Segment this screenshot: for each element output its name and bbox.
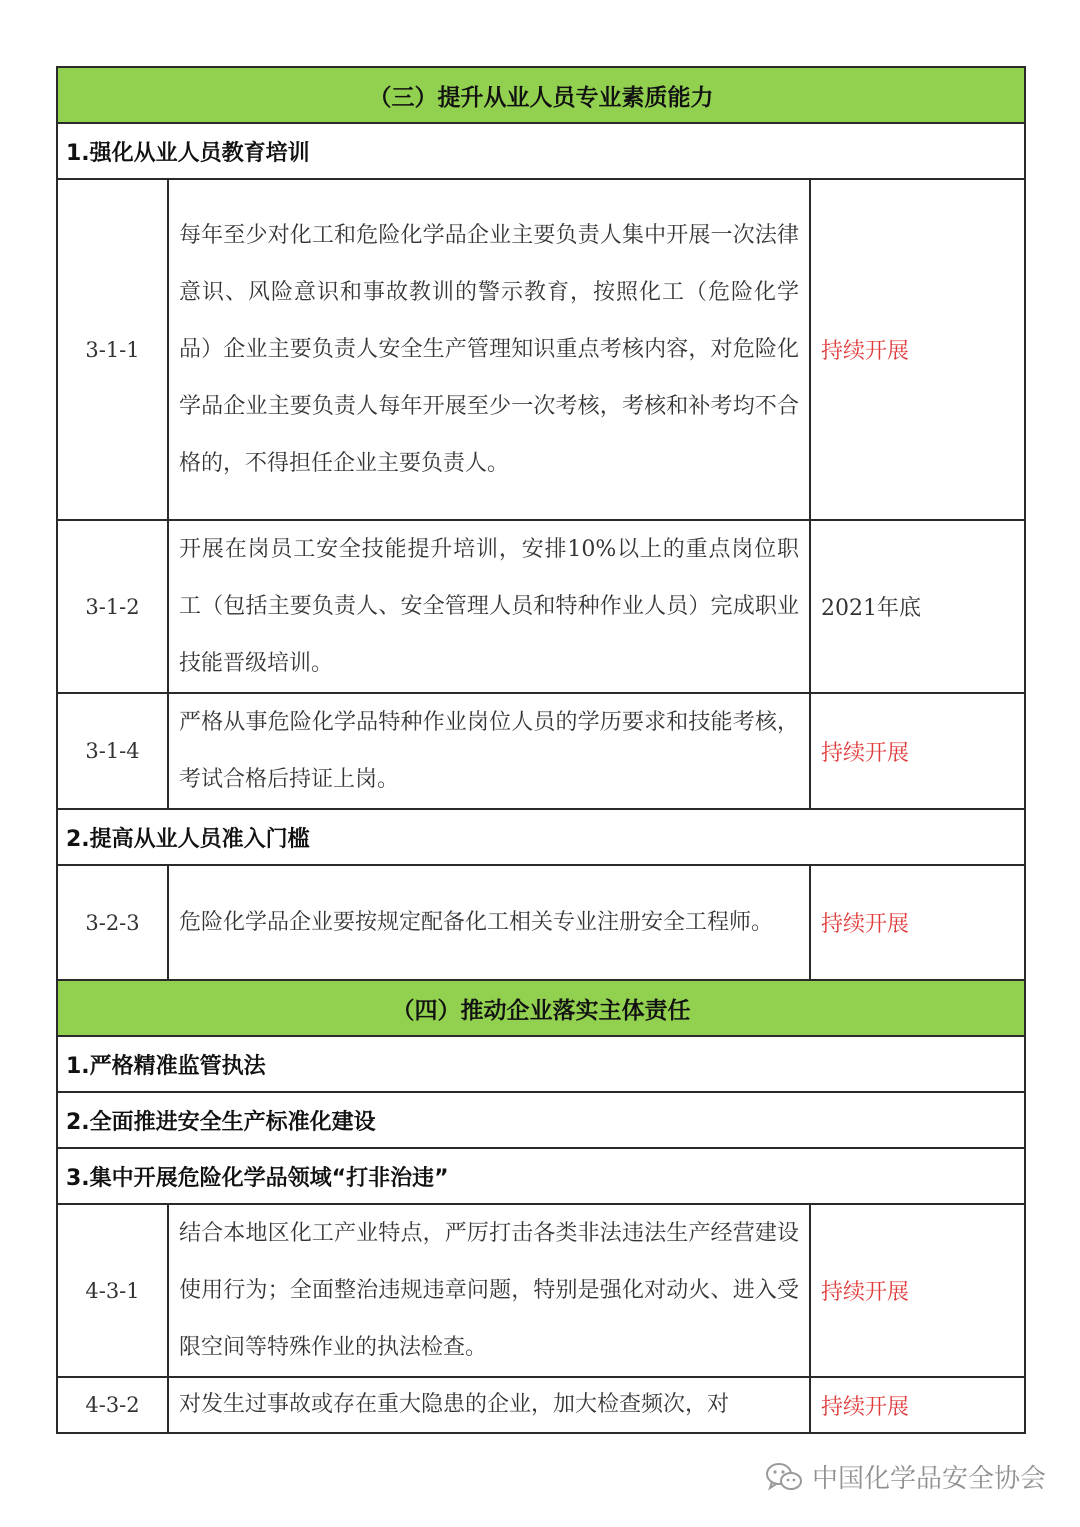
task-id: 3-1-1 [57,179,168,520]
wechat-icon [764,1461,804,1493]
task-table [56,66,1026,1434]
task-content: 危险化学品企业要按规定配备化工相关专业注册安全工程师。 [168,865,810,980]
table-row [57,520,1025,693]
task-id: 4-3-2 [57,1377,168,1433]
task-id: 3-1-4 [57,693,168,809]
watermark-text: 中国化学品安全协会 [811,1464,1046,1494]
subsection-title: 3.集中开展危险化学品领域“打非治违” [57,1148,1025,1204]
section-title: （三）提升从业人员专业素质能力 [57,67,1025,123]
subsection-title: 1.严格精准监管执法 [57,1036,1025,1092]
task-content: 对发生过事故或存在重大隐患的企业，加大检查频次，对 [168,1377,810,1433]
task-time: 持续开展 [810,693,1025,809]
table-row [57,865,1025,980]
subsection-row [57,1036,1025,1092]
table-row [57,693,1025,809]
watermark [764,1458,1046,1495]
subsection-row [57,1148,1025,1204]
task-content: 开展在岗员工安全技能提升培训，安排10%以上的重点岗位职工（包括主要负责人、安全管理人员和特种作业人员）完成职业技能晋级培训。 [168,520,810,693]
subsection-title: 2.全面推进安全生产标准化建设 [57,1092,1025,1148]
subsection-row [57,123,1025,179]
task-time: 持续开展 [810,1377,1025,1433]
task-content: 严格从事危险化学品特种作业岗位人员的学历要求和技能考核，考试合格后持证上岗。 [168,693,810,809]
table-row [57,179,1025,520]
task-content: 结合本地区化工产业特点，严厉打击各类非法违法生产经营建设使用行为；全面整治违规违章问题，特别是强化对动火、进入受限空间等特殊作业的执法检查。 [168,1204,810,1377]
task-id: 3-2-3 [57,865,168,980]
subsection-title: 1.强化从业人员教育培训 [57,123,1025,179]
task-id: 4-3-1 [57,1204,168,1377]
task-time: 持续开展 [810,179,1025,520]
section-title: （四）推动企业落实主体责任 [57,980,1025,1036]
task-time: 2021年底 [810,520,1025,693]
subsection-row [57,1092,1025,1148]
subsection-row [57,809,1025,865]
task-time: 持续开展 [810,1204,1025,1377]
table-row [57,1204,1025,1377]
task-id: 3-1-2 [57,520,168,693]
section-header-4 [57,980,1025,1036]
section-header-3 [57,67,1025,123]
table-row [57,1377,1025,1433]
task-time: 持续开展 [810,865,1025,980]
task-content: 每年至少对化工和危险化学品企业主要负责人集中开展一次法律意识、风险意识和事故教训的警示教育，按照化工（危险化学品）企业主要负责人安全生产管理知识重点考核内容，对危险化学品企业主要负责人每年开展至少一次考核，考核和补考均不合格的，不得担任企业主要负责人。 [168,179,810,520]
subsection-title: 2.提高从业人员准入门槛 [57,809,1025,865]
